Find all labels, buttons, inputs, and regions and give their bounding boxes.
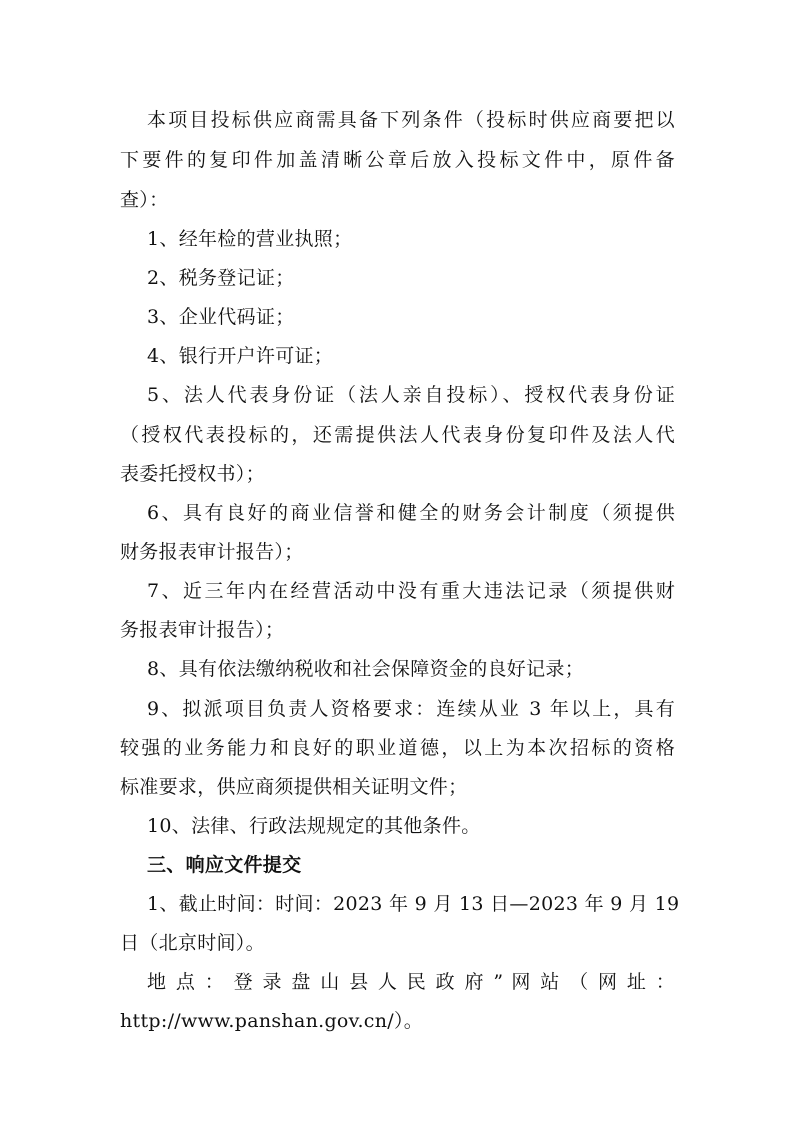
list-item: 2、税务登记证；: [147, 267, 295, 289]
list-item: 9、拟派项目负责人资格要求：连续从业 3 年以上，具有: [147, 698, 675, 720]
paragraph-line: 下要件的复印件加盖清晰公章后放入投标文件中，原件备: [120, 149, 675, 171]
list-item: 7、近三年内在经营活动中没有重大违法记录（须提供财: [147, 580, 675, 602]
paragraph-line: 查）：: [120, 189, 169, 211]
list-item: 6、具有良好的商业信誉和健全的财务会计制度（须提供: [147, 502, 675, 524]
list-item: 3、企业代码证；: [147, 306, 295, 328]
paragraph-line: 标准要求，供应商须提供相关证明文件；: [120, 776, 468, 798]
list-item: 1、截止时间：时间：2023 年 9 月 13 日—2023 年 9 月 19: [147, 893, 680, 915]
list-item: 8、具有依法缴纳税收和社会保障资金的良好记录；: [147, 658, 584, 680]
list-item: 1、经年检的营业执照；: [147, 228, 353, 250]
paragraph-line: 财务报表审计报告）；: [120, 541, 304, 563]
paragraph-line: 表委托授权书）；: [120, 463, 265, 485]
paragraph-line: 务报表审计报告）；: [120, 619, 285, 641]
section-heading: 三、响应文件提交: [147, 854, 302, 876]
paragraph-line: 较强的业务能力和良好的职业道德，以上为本次招标的资格: [120, 737, 675, 759]
paragraph-line: （授权代表投标的，还需提供法人代表身份复印件及法人代: [120, 424, 675, 446]
paragraph-line: 本项目投标供应商需具备下列条件（投标时供应商要把以: [147, 109, 675, 131]
paragraph-line: 地 点 ： 登 录 盘 山 县 人 民 政 府 ” 网 站 （ 网 址 ：: [147, 971, 675, 993]
list-item: 4、银行开户许可证；: [147, 345, 334, 367]
website-url: http://www.panshan.gov.cn/）。: [120, 1010, 424, 1032]
paragraph-line: 日（北京时间）。: [120, 932, 265, 954]
list-item: 10、法律、行政法规规定的其他条件。: [147, 815, 481, 837]
list-item: 5、法人代表身份证（法人亲自投标）、授权代表身份证: [147, 384, 675, 406]
